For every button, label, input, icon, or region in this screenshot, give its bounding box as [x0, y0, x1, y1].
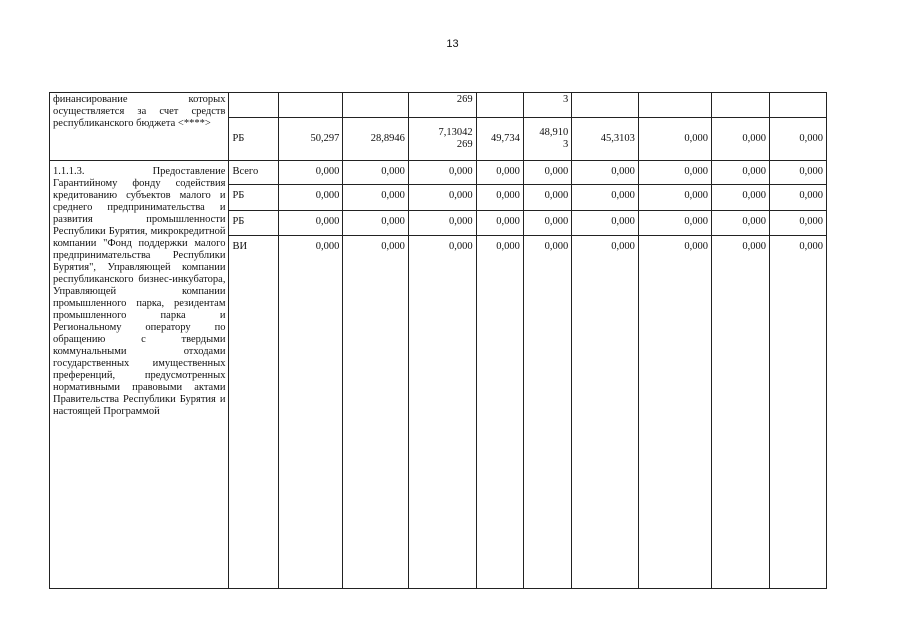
value-line-wrap: 269 [456, 139, 473, 150]
value-cell: 0,000 [343, 236, 409, 589]
value-cell: 0,000 [638, 211, 711, 236]
value-cell: 0,000 [408, 161, 476, 185]
value-cell: 0,000 [476, 236, 523, 589]
value-cell: 0,000 [408, 236, 476, 589]
item-description: 1.1.1.3. Предоставление Гарантийному фонду содействия кредитованию субъектов малого и среднего предпринимательства и развития промышленности Республики Бурятия, микрокредитной компании "Фонд поддержки малого предпринимательства Республики Бурятия", Управляющей компании республиканского бизнес-инкубатора, Управляющей компании промышленного парка, резидентам промышленного парка и Региональному оператору по обращению с твердыми коммунальными отходами государственных имущественных преференций, предусмотренных нормативными правовыми актами Правительства Республики Бурятия и настоящей Программой [50, 161, 229, 589]
carry-description: финансирование которых осуществляется за счет средств республиканского бюджета <****> [50, 93, 229, 161]
value-cell: 50,297 [278, 118, 342, 161]
value-cell: 0,000 [572, 236, 639, 589]
value-cell: 3 [523, 93, 571, 118]
value-cell: 0,000 [476, 185, 523, 211]
value-cell [476, 93, 523, 118]
value-cell [523, 118, 571, 161]
value-cell: 0,000 [476, 211, 523, 236]
source-cell: Всего [229, 161, 278, 185]
value-cell: 0,000 [769, 185, 826, 211]
value-cell: 45,3103 [572, 118, 639, 161]
value-cell: 0,000 [572, 211, 639, 236]
value-cell: 0,000 [278, 161, 342, 185]
value-cell: 269 [408, 93, 476, 118]
value-cell [343, 93, 409, 118]
value-cell: 0,000 [638, 185, 711, 211]
value-cell: 0,000 [408, 211, 476, 236]
value-cell: 0,000 [711, 118, 769, 161]
value-cell: 0,000 [638, 161, 711, 185]
budget-table [49, 92, 827, 589]
value-cell [572, 93, 639, 118]
table-row [50, 93, 827, 118]
value-cell [711, 93, 769, 118]
value-cell [638, 93, 711, 118]
value-cell: 0,000 [278, 185, 342, 211]
value-cell: 0,000 [408, 185, 476, 211]
value-cell: 0,000 [638, 118, 711, 161]
table-row [50, 161, 827, 185]
value-cell: 0,000 [343, 211, 409, 236]
source-cell: РБ [229, 211, 278, 236]
value-cell [278, 93, 342, 118]
value-cell: 0,000 [523, 185, 571, 211]
value-cell: 0,000 [476, 161, 523, 185]
value-cell: 0,000 [769, 161, 826, 185]
value-cell: 0,000 [711, 211, 769, 236]
page-number: 13 [446, 38, 459, 50]
value-line-wrap: 3 [563, 139, 569, 150]
source-cell [229, 93, 278, 118]
value-cell: 0,000 [769, 118, 826, 161]
source-cell: РБ [229, 185, 278, 211]
value-cell: 0,000 [769, 236, 826, 589]
value-cell: 0,000 [711, 185, 769, 211]
value-cell [408, 118, 476, 161]
value-cell: 0,000 [711, 236, 769, 589]
value-cell: 0,000 [278, 211, 342, 236]
value-cell: 0,000 [523, 161, 571, 185]
value-cell: 28,8946 [343, 118, 409, 161]
value-cell: 0,000 [523, 236, 571, 589]
value-cell: 0,000 [572, 185, 639, 211]
value-cell: 0,000 [523, 211, 571, 236]
value-cell: 0,000 [572, 161, 639, 185]
value-line: 48,910 [539, 127, 569, 138]
value-cell: 49,734 [476, 118, 523, 161]
value-cell: 0,000 [278, 236, 342, 589]
value-cell: 0,000 [711, 161, 769, 185]
value-cell: 0,000 [343, 185, 409, 211]
value-cell: 0,000 [638, 236, 711, 589]
value-cell [769, 93, 826, 118]
value-cell: 0,000 [769, 211, 826, 236]
source-cell: ВИ [229, 236, 278, 589]
source-cell: РБ [229, 118, 278, 161]
value-cell: 0,000 [343, 161, 409, 185]
value-line: 7,13042 [438, 127, 473, 138]
